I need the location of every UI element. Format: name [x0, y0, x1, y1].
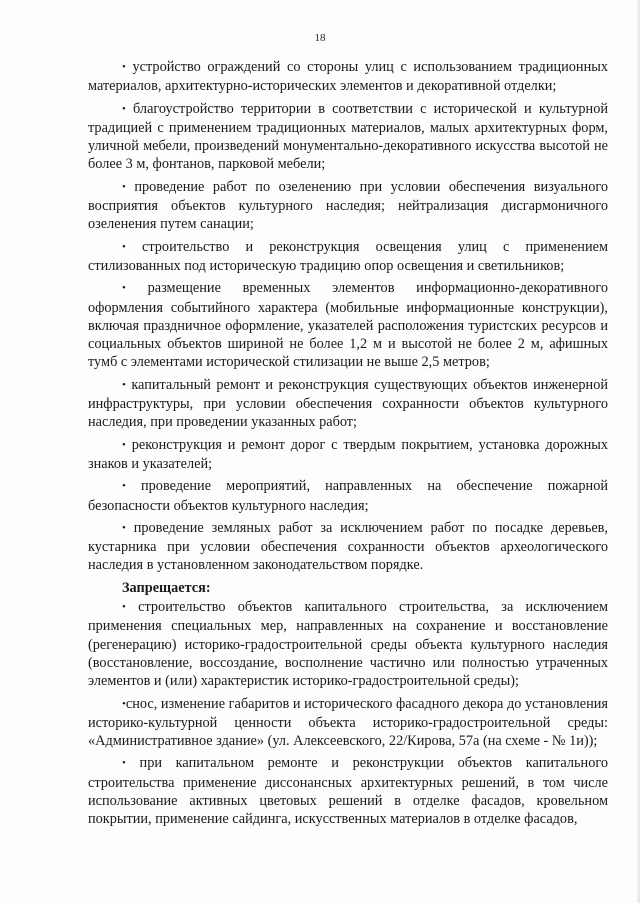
permitted-item-text: проведение мероприятий, направленных на обеспечение пожарной безопасности объектов культурного наследия; — [88, 478, 608, 514]
page-number: 18 — [314, 32, 326, 44]
permitted-item — [88, 100, 608, 174]
document-body — [88, 58, 608, 833]
prohibited-item — [88, 754, 608, 828]
prohibited-item — [88, 598, 608, 690]
bullet-icon: • — [122, 61, 126, 73]
permitted-item-text: размещение временных элементов информационно-декоративного оформления событийного характера (мобильные информационные конструкции), включая праздничное оформление, указателей расположения туристских ресурсов и социальных объектов шириной не более 1,2 м и высотой не более 2 м, афишных тумб с элементами исторической стилизации не выше 2,5 метров; — [88, 280, 608, 371]
permitted-item-text: устройство ограждений со стороны улиц с использованием традиционных материалов, архитектурно-исторических элементов и декоративной отделки; — [88, 59, 608, 95]
permitted-item — [88, 178, 608, 234]
prohibited-item-text: при капитальном ремонте и реконструкции объектов капитального строительства применение диссонансных архитектурных решений, в том числе использование активных цветовых решений в отделке фасадов, кровельном покрытии, применение сайдинга, искусственных материалов в отделке фасадов, — [88, 755, 608, 828]
permitted-item — [88, 376, 608, 432]
permitted-item — [88, 519, 608, 575]
bullet-icon: • — [122, 480, 126, 493]
permitted-item — [88, 58, 608, 96]
prohibited-activities-list — [88, 598, 608, 829]
permitted-item-text: благоустройство территории в соответствии с исторической и культурной традицией с применением традиционных материалов, малых архитектурных форм, уличной мебели, произведений монументально-декоративного искусства высотой не более 3 м, фонтанов, парковой мебели; — [88, 100, 608, 173]
bullet-icon: • — [122, 378, 126, 391]
bullet-icon: • — [122, 282, 126, 295]
prohibited-heading: Запрещается: — [122, 579, 211, 596]
permitted-item-text: проведение земляных работ за исключением работ по посадке деревьев, кустарника при условии обеспечения сохранности объектов археологического наследия в установленном законодательством порядке. — [88, 519, 609, 574]
permitted-item-text: проведение работ по озеленению при условии обеспечения визуального восприятия объектов культурного наследия; нейтрализация дисгармоничного озеленения путем санации; — [88, 178, 609, 233]
permitted-activities-list — [88, 58, 608, 575]
permitted-item — [88, 279, 608, 371]
bullet-icon: • — [122, 180, 126, 193]
permitted-item-text: строительство и реконструкция освещения улиц с применением стилизованных под историческую традицию опор освещения и светильников; — [88, 238, 608, 274]
permitted-item-text: реконструкция и ремонт дорог с твердым покрытием, установка дорожных знаков и указателей; — [88, 436, 608, 472]
bullet-icon: • — [122, 601, 126, 614]
prohibited-item-text: снос, изменение габаритов и исторического фасадного декора до установления историко-культурной ценности объекта историко-градостроительной среды: «Административное здание» (ул. Алексеевского, 22/Кирова, 57а (на схеме - № 1и)); — [88, 695, 608, 750]
bullet-icon: • — [122, 757, 126, 770]
prohibited-item — [88, 695, 608, 751]
prohibited-item-text: строительство объектов капитального строительства, за исключением применения специальных мер, направленных на сохранение и восстановление (регенерацию) историко-градостроительной среды объекта культурного наследия (восстановление, воссоздание, восполнение частично или полностью утраченных элементов и (или) характеристик историко-градостроительной среды); — [88, 599, 608, 690]
bullet-icon: • — [122, 697, 126, 710]
permitted-item — [88, 238, 608, 276]
permitted-item-text: капитальный ремонт и реконструкция существующих объектов инженерной инфраструктуры, при условии обеспечения сохранности объектов культурного наследия, при проведении указанных работ; — [88, 376, 609, 431]
bullet-icon: • — [122, 438, 126, 451]
permitted-item — [88, 436, 608, 474]
bullet-icon: • — [122, 102, 126, 115]
permitted-item — [88, 477, 608, 515]
bullet-icon: • — [122, 521, 126, 534]
bullet-icon: • — [122, 240, 126, 253]
